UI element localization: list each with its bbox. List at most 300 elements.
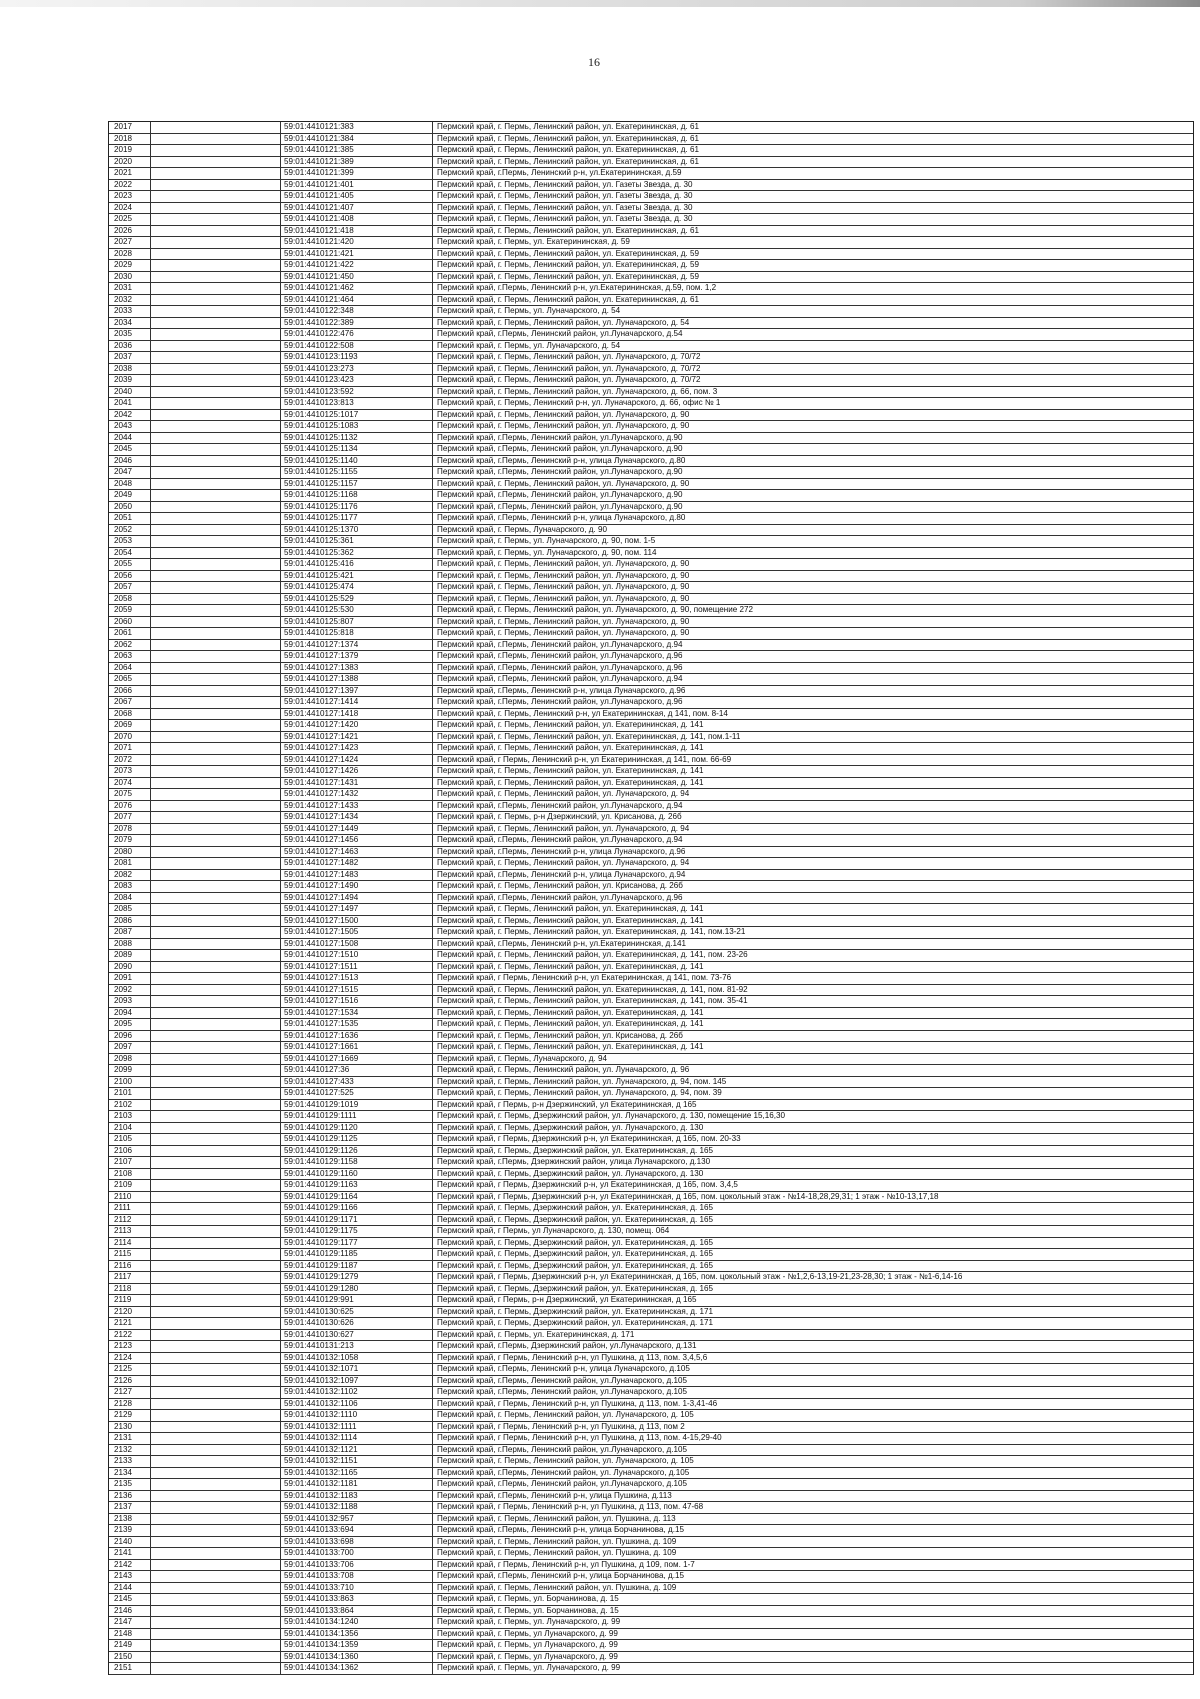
blank-cell [151,1652,281,1663]
row-number: 2053 [109,536,151,547]
address: Пермский край, г. Пермь, Дзержинский район, ул. Екатерининская, д. 165 [437,1283,714,1293]
row-number: 2106 [109,1146,151,1157]
blank-cell [151,1640,281,1651]
row-number: 2095 [109,1019,151,1030]
row-number: 2036 [109,341,151,352]
blank-cell [151,1077,281,1088]
address: Пермский край, г. Пермь, Ленинский район, ул. Екатерининская, д. 61 [437,156,700,166]
table-row [109,686,1193,698]
table-row [109,536,1193,548]
cadastral-number: 59:01:4410127:1515 [281,985,433,996]
address: Пермский край, г. Пермь, Ленинский район, ул. Екатерининская, д. 59 [437,248,700,258]
cadastral-number: 59:01:4410132:1151 [281,1456,433,1467]
blank-cell [151,410,281,421]
blank-cell [151,881,281,892]
row-number: 2087 [109,927,151,938]
address: Пермский край, г. Пермь, Ленинский район, ул. Газеты Звезда, д. 30 [437,202,693,212]
row-number: 2115 [109,1249,151,1260]
cadastral-number: 59:01:4410131:213 [281,1341,433,1352]
blank-cell [151,513,281,524]
address: Пермский край, г. Пермь, Дзержинский район, ул. Екатерининская, д. 171 [437,1306,714,1316]
blank-cell [151,1169,281,1180]
blank-cell [151,778,281,789]
cadastral-number: 59:01:4410122:508 [281,341,433,352]
blank-cell [151,824,281,835]
blank-cell [151,398,281,409]
blank-cell [151,1284,281,1295]
table-row [109,1238,1193,1250]
cadastral-number: 59:01:4410129:1175 [281,1226,433,1237]
blank-cell [151,835,281,846]
row-number: 2125 [109,1364,151,1375]
table-row [109,755,1193,767]
row-number: 2135 [109,1479,151,1490]
table-row [109,191,1193,203]
address: Пермский край, г. Пермь, Ленинский район, ул. Екатерининская, д. 61 [437,145,700,154]
blank-cell [151,191,281,202]
blank-cell [151,973,281,984]
table-row [109,214,1193,226]
address: Пермский край, г.Пермь, Ленинский р-н, улица Борчанинова, д.15 [437,1571,684,1580]
cadastral-number: 59:01:4410121:399 [281,168,433,179]
address: Пермский край, г.Пермь, Ленинский р-н, ул.Екатерининская, д.59 [437,168,682,177]
address: Пермский край, г. Пермь, Ленинский район, ул. Луначарского, д. 90 [437,409,690,419]
blank-cell [151,594,281,605]
cadastral-number: 59:01:4410121:462 [281,283,433,294]
row-number: 2077 [109,812,151,823]
address: Пермский край, г. Пермь, ул. Луначарского, д. 54 [437,340,621,350]
row-number: 2090 [109,962,151,973]
row-number: 2129 [109,1410,151,1421]
row-number: 2072 [109,755,151,766]
blank-cell [151,122,281,133]
blank-cell [151,663,281,674]
table-row [109,467,1193,479]
blank-cell [151,709,281,720]
address: Пермский край, г. Пермь, Ленинский район, ул. Луначарского, д. 96 [437,1065,690,1074]
row-number: 2151 [109,1663,151,1674]
row-number: 2030 [109,272,151,283]
row-number: 2042 [109,410,151,421]
cadastral-number: 59:01:4410133:863 [281,1594,433,1605]
row-number: 2122 [109,1330,151,1341]
row-number: 2044 [109,433,151,444]
cadastral-number: 59:01:4410127:1379 [281,651,433,662]
row-number: 2066 [109,686,151,697]
blank-cell [151,214,281,225]
address: Пермский край, г. Пермь, Ленинский район, ул. Луначарского, д. 54 [437,317,690,327]
cadastral-number: 59:01:4410127:1431 [281,778,433,789]
row-number: 2084 [109,893,151,904]
table-row [109,812,1193,824]
cadastral-number: 59:01:4410127:1508 [281,939,433,950]
address: Пермский край, г. Пермь, Ленинский район, ул. Пушкина, д. 109 [437,1548,677,1557]
row-number: 2057 [109,582,151,593]
row-number: 2031 [109,283,151,294]
cadastral-number: 59:01:4410127:525 [281,1088,433,1099]
blank-cell [151,651,281,662]
row-number: 2105 [109,1134,151,1145]
cadastral-number: 59:01:4410125:807 [281,617,433,628]
address: Пермский край, г Пермь, Ленинский р-н, ул Пушкина, д 109, пом. 1-7 [437,1559,695,1569]
row-number: 2040 [109,387,151,398]
address: Пермский край, г. Пермь, Ленинский район, ул. Екатерининская, д. 141 [437,961,704,971]
row-number: 2149 [109,1640,151,1651]
cadastral-number: 59:01:4410127:1497 [281,904,433,915]
table-row [109,1157,1193,1169]
blank-cell [151,1548,281,1559]
cadastral-number: 59:01:4410129:1171 [281,1215,433,1226]
table-row [109,743,1193,755]
address: Пермский край, г Пермь, Дзержинский р-н, ул Екатерининская, д 165, пом. цокольный этаж - №14-18,28,29,31; 1 этаж - №10-13,17,18 [437,1191,939,1201]
row-number: 2076 [109,801,151,812]
table-row [109,1560,1193,1572]
cadastral-number: 59:01:4410132:1058 [281,1353,433,1364]
address: Пермский край, г. Пермь, Ленинский район, ул. Луначарского, д. 94, пом. 39 [437,1088,722,1097]
table-row [109,916,1193,928]
address: Пермский край, г. Пермь, Ленинский район, ул. Луначарского, д. 94 [437,789,690,798]
table-row [109,122,1193,134]
row-number: 2112 [109,1215,151,1226]
row-number: 2018 [109,134,151,145]
address: Пермский край, г. Пермь, Ленинский район, ул. Екатерининская, д. 141 [437,1007,704,1017]
table-row [109,364,1193,376]
cadastral-number: 59:01:4410123:423 [281,375,433,386]
row-number: 2102 [109,1100,151,1111]
blank-cell [151,1307,281,1318]
row-number: 2120 [109,1307,151,1318]
table-row [109,1640,1193,1652]
cadastral-number: 59:01:4410127:1383 [281,663,433,674]
row-number: 2110 [109,1192,151,1203]
row-number: 2107 [109,1157,151,1168]
address: Пермский край, г.Пермь, Ленинский район, ул.Луначарского, д.94 [437,674,683,683]
cadastral-number: 59:01:4410125:1134 [281,444,433,455]
table-row [109,1594,1193,1606]
table-row [109,1111,1193,1123]
table-row [109,1537,1193,1549]
blank-cell [151,479,281,490]
row-number: 2126 [109,1376,151,1387]
cadastral-number: 59:01:4410132:1121 [281,1445,433,1456]
address: Пермский край, г. Пермь, Дзержинский район, ул. Луначарского, д. 130 [437,1122,704,1132]
table-row [109,1226,1193,1238]
blank-cell [151,1180,281,1191]
table-row [109,157,1193,169]
row-number: 2035 [109,329,151,340]
blank-cell [151,1088,281,1099]
cadastral-number: 59:01:4410129:1126 [281,1146,433,1157]
address: Пермский край, г Пермь, Ленинский р-н, ул Пушкина, д 113, пом 2 [437,1421,685,1431]
blank-cell [151,789,281,800]
address: Пермский край, г. Пермь, Ленинский район, ул. Екатерининская, д. 61 [437,294,700,304]
table-row [109,1663,1193,1675]
row-number: 2032 [109,295,151,306]
blank-cell [151,1019,281,1030]
table-row [109,1479,1193,1491]
blank-cell [151,1054,281,1065]
table-row [109,1456,1193,1468]
row-number: 2059 [109,605,151,616]
blank-cell [151,1445,281,1456]
row-number: 2050 [109,502,151,513]
row-number: 2049 [109,490,151,501]
blank-cell [151,1479,281,1490]
blank-cell [151,605,281,616]
address: Пермский край, г. Пермь, Ленинский район, ул. Пушкина, д. 109 [437,1582,677,1592]
row-number: 2034 [109,318,151,329]
cadastral-number: 59:01:4410121:385 [281,145,433,156]
table-row [109,1606,1193,1618]
table-row [109,226,1193,238]
cadastral-number: 59:01:4410121:422 [281,260,433,271]
scan-top-edge [0,0,1200,7]
address: Пермский край, г.Пермь, Ленинский р-н, улица Борчанинова, д.15 [437,1525,684,1534]
blank-cell [151,157,281,168]
address: Пермский край, г. Пермь, Дзержинский район, ул. Екатерининская, д. 165 [437,1145,714,1155]
row-number: 2028 [109,249,151,260]
property-register-table [108,121,1194,1675]
address: Пермский край, г. Пермь, Ленинский район, ул. Екатерининская, д. 141 [437,720,704,729]
table-row [109,1318,1193,1330]
address: Пермский край, г. Пермь, ул. Луначарского, д. 99 [437,1663,621,1672]
table-row [109,1042,1193,1054]
address: Пермский край, г.Пермь, Ленинский район, ул.Луначарского, д.94 [437,800,683,810]
cadastral-number: 59:01:4410127:1424 [281,755,433,766]
row-number: 2052 [109,525,151,536]
blank-cell [151,1560,281,1571]
address: Пермский край, г. Пермь, Дзержинский район, ул. Екатерининская, д. 165 [437,1203,714,1212]
row-number: 2108 [109,1169,151,1180]
blank-cell [151,1353,281,1364]
address: Пермский край, г. Пермь, ул. Луначарского, д. 90, пом. 114 [437,547,657,557]
table-row [109,594,1193,606]
address: Пермский край, г. Пермь, р-н Дзержинский, ул. Крисанова, д. 26б [437,812,682,821]
blank-cell [151,766,281,777]
table-row [109,732,1193,744]
address: Пермский край, г. Пермь, Ленинский район, ул. Екатерининская, д. 59 [437,260,700,269]
blank-cell [151,237,281,248]
row-number: 2029 [109,260,151,271]
cadastral-number: 59:01:4410129:1280 [281,1284,433,1295]
blank-cell [151,559,281,570]
cadastral-number: 59:01:4410133:864 [281,1606,433,1617]
row-number: 2021 [109,168,151,179]
row-number: 2085 [109,904,151,915]
address: Пермский край, г. Пермь, Ленинский район, ул. Луначарского, д. 90 [437,628,690,637]
cadastral-number: 59:01:4410129:1279 [281,1272,433,1283]
row-number: 2079 [109,835,151,846]
table-row [109,1376,1193,1388]
row-number: 2071 [109,743,151,754]
address: Пермский край, г. Пермь, Ленинский район, ул. Крисанова, д. 26б [437,1030,683,1040]
cadastral-number: 59:01:4410125:1155 [281,467,433,478]
blank-cell [151,985,281,996]
address: Пермский край, г Пермь, Ленинский р-н, ул Пушкина, д 113, пом. 47-68 [437,1502,704,1511]
cadastral-number: 59:01:4410127:1426 [281,766,433,777]
cadastral-number: 59:01:4410121:384 [281,134,433,145]
blank-cell [151,697,281,708]
table-row [109,1088,1193,1100]
table-row [109,1295,1193,1307]
row-number: 2104 [109,1123,151,1134]
table-row [109,168,1193,180]
row-number: 2132 [109,1445,151,1456]
row-number: 2099 [109,1065,151,1076]
table-row [109,605,1193,617]
blank-cell [151,295,281,306]
row-number: 2145 [109,1594,151,1605]
cadastral-number: 59:01:4410129:1187 [281,1261,433,1272]
blank-cell [151,916,281,927]
table-row [109,582,1193,594]
row-number: 2075 [109,789,151,800]
blank-cell [151,1433,281,1444]
cadastral-number: 59:01:4410127:1500 [281,916,433,927]
cadastral-number: 59:01:4410122:476 [281,329,433,340]
row-number: 2024 [109,203,151,214]
cadastral-number: 59:01:4410127:36 [281,1065,433,1076]
table-row [109,1548,1193,1560]
blank-cell [151,582,281,593]
address: Пермский край, г.Пермь, Ленинский район, ул.Луначарского, д.94 [437,639,683,649]
blank-cell [151,249,281,260]
table-row [109,548,1193,560]
address: Пермский край, г. Пермь, Ленинский район, ул. Екатерининская, д. 141, пом.1-11 [437,731,741,741]
address: Пермский край, г. Пермь, Ленинский район, ул. Екатерининская, д. 141 [437,766,704,775]
cadastral-number: 59:01:4410127:1434 [281,812,433,823]
cadastral-number: 59:01:4410125:1370 [281,525,433,536]
address: Пермский край, г. Пермь, Дзержинский район, ул. Екатерининская, д. 165 [437,1249,714,1258]
row-number: 2138 [109,1514,151,1525]
address: Пермский край, г.Пермь, Ленинский р-н, ул.Екатерининская, д.141 [437,938,686,948]
table-row [109,1169,1193,1181]
cadastral-number: 59:01:4410132:1071 [281,1364,433,1375]
table-row [109,260,1193,272]
table-row [109,237,1193,249]
row-number: 2119 [109,1295,151,1306]
row-number: 2068 [109,709,151,720]
address: Пермский край, г.Пермь, Ленинский район, ул.Луначарского, д.90 [437,490,683,499]
cadastral-number: 59:01:4410125:361 [281,536,433,547]
row-number: 2070 [109,732,151,743]
row-number: 2054 [109,548,151,559]
row-number: 2060 [109,617,151,628]
cadastral-number: 59:01:4410133:694 [281,1525,433,1536]
page-number: 16 [588,55,600,69]
address: Пермский край, г. Пермь, ул. Екатерининская, д. 59 [437,237,630,246]
table-row [109,1284,1193,1296]
row-number: 2051 [109,513,151,524]
blank-cell [151,939,281,950]
table-row [109,145,1193,157]
row-number: 2058 [109,594,151,605]
table-row [109,387,1193,399]
table-row [109,283,1193,295]
table-row [109,824,1193,836]
row-number: 2128 [109,1399,151,1410]
table-row [109,1583,1193,1595]
blank-cell [151,467,281,478]
cadastral-number: 59:01:4410129:1120 [281,1123,433,1134]
cadastral-number: 59:01:4410133:700 [281,1548,433,1559]
blank-cell [151,571,281,582]
row-number: 2088 [109,939,151,950]
row-number: 2047 [109,467,151,478]
row-number: 2141 [109,1548,151,1559]
row-number: 2101 [109,1088,151,1099]
cadastral-number: 59:01:4410125:421 [281,571,433,582]
table-row [109,1249,1193,1261]
address: Пермский край, г. Пермь, Ленинский район, ул. Екатерининская, д. 141, пом. 81-92 [437,984,748,994]
address: Пермский край, г. Пермь, ул. Луначарского, д. 54 [437,306,621,315]
table-row [109,1629,1193,1641]
row-number: 2111 [109,1203,151,1214]
blank-cell [151,1629,281,1640]
cadastral-number: 59:01:4410127:1513 [281,973,433,984]
row-number: 2045 [109,444,151,455]
row-number: 2091 [109,973,151,984]
row-number: 2109 [109,1180,151,1191]
cadastral-number: 59:01:4410127:1449 [281,824,433,835]
blank-cell [151,1583,281,1594]
cadastral-number: 59:01:4410127:1414 [281,697,433,708]
blank-cell [151,1491,281,1502]
cadastral-number: 59:01:4410127:1534 [281,1008,433,1019]
address: Пермский край, г.Пермь, Ленинский район, ул. Луначарского, д.105 [437,1467,690,1477]
cadastral-number: 59:01:4410127:1510 [281,950,433,961]
cadastral-number: 59:01:4410121:420 [281,237,433,248]
table-row [109,1215,1193,1227]
address: Пермский край, г.Пермь, Ленинский р-н, улица Луначарского, д.94 [437,869,686,879]
address: Пермский край, г. Пермь, Ленинский район, ул. Крисанова, д. 26б [437,881,683,890]
address: Пермский край, г. Пермь, Ленинский район, ул. Луначарского, д. 90 [437,421,690,430]
blank-cell [151,1341,281,1352]
address: Пермский край, г.Пермь, Ленинский р-н, улица Луначарского, д.80 [437,455,686,465]
row-number: 2086 [109,916,151,927]
cadastral-number: 59:01:4410125:530 [281,605,433,616]
row-number: 2063 [109,651,151,662]
table-row [109,1146,1193,1158]
table-row [109,1123,1193,1135]
table-row [109,513,1193,525]
blank-cell [151,904,281,915]
address: Пермский край, г. Пермь, ул. Луначарского, д. 99 [437,1617,621,1626]
table-row [109,881,1193,893]
table-row [109,1272,1193,1284]
cadastral-number: 59:01:4410132:1097 [281,1376,433,1387]
address: Пермский край, г. Пермь, Ленинский р-н, ул Екатерининская, д 141, пом. 8-14 [437,708,728,718]
table-row [109,249,1193,261]
cadastral-number: 59:01:4410127:1535 [281,1019,433,1030]
address: Пермский край, г.Пермь, Ленинский район, ул.Луначарского, д.94 [437,835,683,844]
address: Пермский край, г Пермь, Дзержинский р-н, ул Екатерининская, д 165, пом. цокольный этаж - №1,2,6-13,19-21,23-28,30; 1 этаж - №1-6,14-16 [437,1272,963,1281]
row-number: 2033 [109,306,151,317]
row-number: 2093 [109,996,151,1007]
address: Пермский край, г. Пермь, Ленинский район, ул. Екатерининская, д. 61 [437,122,700,131]
address: Пермский край, г.Пермь, Ленинский район, ул.Луначарского, д.105 [437,1444,688,1454]
cadastral-number: 59:01:4410121:405 [281,191,433,202]
table-row [109,421,1193,433]
cadastral-number: 59:01:4410134:1359 [281,1640,433,1651]
table-row [109,329,1193,341]
table-row [109,1307,1193,1319]
row-number: 2140 [109,1537,151,1548]
address: Пермский край, г. Пермь, Ленинский район, ул. Екатерининская, д. 141, пом.13-21 [437,927,746,936]
address: Пермский край, г. Пермь, Ленинский район, ул. Луначарского, д. 70/72 [437,352,701,361]
row-number: 2067 [109,697,151,708]
cadastral-number: 59:01:4410125:529 [281,594,433,605]
